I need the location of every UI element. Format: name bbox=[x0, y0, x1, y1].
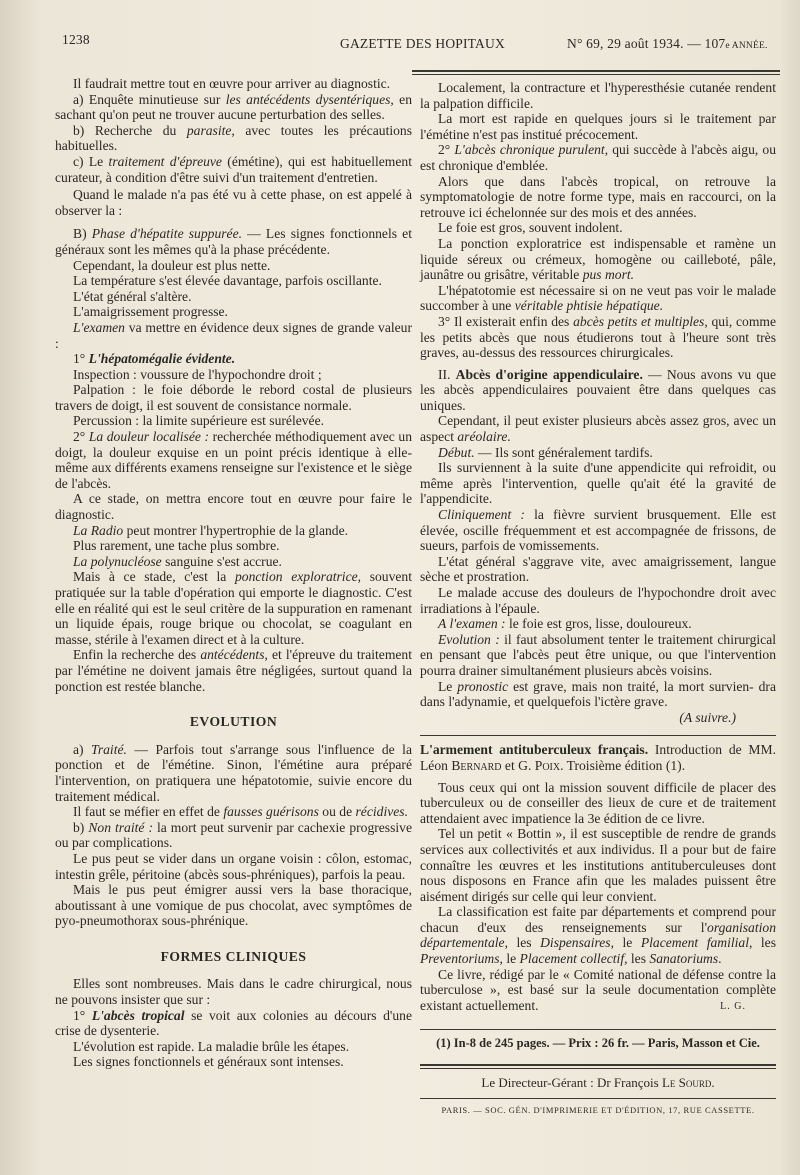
to-be-continued: (A suivre.) bbox=[679, 709, 736, 725]
bottom-rule-thin bbox=[420, 1068, 776, 1069]
review-signature: L. G. bbox=[720, 1001, 746, 1013]
paragraph: Le pronostic est grave, mais non traité, la mort survien- dra dans l'adynamie, et quelquefois l'ictère grave. bbox=[420, 678, 776, 710]
paragraph: Cliniquement : la fièvre survient brusquement. Elle est élevée, oscille fréquemment et est accompagnée de frissons, de sueurs, parfois de vomissements. bbox=[420, 507, 776, 554]
paragraph: Ce livre, rédigé par le « Comité national de défense contre la tuberculose », est basé sur la seule documentation complète existant actuellement. bbox=[420, 966, 776, 1013]
page-number: 1238 bbox=[62, 32, 90, 47]
paragraph: Palpation : le foie déborde le rebord costal de plusieurs travers de doigt, il est souvent de consistance normale. bbox=[55, 382, 412, 413]
paragraph: c) Le traitement d'épreuve (émétine), qui est habituellement curateur, à condition d'être suivi d'un traitement d'entretien. bbox=[55, 153, 412, 185]
paragraph: L'examen va mettre en évidence deux signes de grande valeur : bbox=[55, 319, 412, 351]
header-rule bbox=[412, 70, 780, 73]
paragraph: L'état général s'altère. bbox=[73, 288, 192, 304]
paragraph: a) Traité. — Parfois tout s'arrange sous l'influence de la ponction et de l'émétine. Sinon, l'émétine aura préparé l'intervention, on pratiquera une hépatotomie, suivie encore du traitement médical. bbox=[55, 741, 412, 804]
paragraph: La polynucléose sanguine s'est accrue. bbox=[73, 553, 282, 569]
paragraph: Localement, la contracture et l'hyperesthésie cutanée rendent la palpation difficile. bbox=[420, 80, 776, 111]
paragraph: Cependant, il peut exister plusieurs abcès assez gros, avec un aspect aréolaire. bbox=[420, 413, 776, 445]
paragraph: Evolution : il faut absolument tenter le traitement chirurgical en pensant que l'abcès peut être unique, ou que l'intervention pourra drainer simultanément plusieurs abcès voisins. bbox=[420, 631, 777, 678]
paragraph: La ponction exploratrice est indispensable et ramène un liquide séreux ou crémeux, homogène ou cailleboté, pâle, jaunâtre ou grisâtre, véritable pus mort. bbox=[420, 235, 776, 283]
director-line: Le Directeur-Gérant : Dr François Le Sourd. bbox=[481, 1074, 715, 1090]
paragraph: L'évolution est rapide. La maladie brûle les étapes. bbox=[73, 1038, 350, 1054]
paragraph: 2° La douleur localisée : recherchée méthodiquement avec un doigt, la douleur exquise en un point précis identique à elle-même aux différents examens renseigne sur l'existence et le siège de l'abcès. bbox=[55, 429, 412, 491]
paragraph: Inspection : voussure de l'hypochondre droit ; bbox=[73, 366, 322, 382]
paragraph: L'état général s'aggrave vite, avec amaigrissement, langue sèche et prostration. bbox=[420, 553, 776, 585]
paragraph: La température s'est élevée davantage, parfois oscillante. bbox=[73, 273, 382, 289]
paragraph: Le malade accuse des douleurs de l'hypochondre droit avec irradiations à l'épaule. bbox=[420, 585, 776, 616]
paragraph: Quand le malade n'a pas été vu à cette phase, on est appelé à observer la : bbox=[55, 187, 412, 218]
section-heading-evolution: EVOLUTION bbox=[189, 714, 278, 730]
footnote: (1) In-8 de 245 pages. — Prix : 26 fr. — Paris, Masson et Cie. bbox=[436, 1036, 760, 1051]
footnote-divider bbox=[420, 1029, 776, 1030]
paragraph: Les signes fonctionnels et généraux sont intenses. bbox=[73, 1054, 344, 1070]
issue-suffix: e ANNÉE. bbox=[725, 41, 768, 51]
paragraph: Mais le pus peut émigrer aussi vers la base thoracique, aboutissant à une vomique de pus chocolat, avec symptômes de pyo-pneumothorax sous-phrénique. bbox=[55, 882, 412, 929]
paragraph: b) Recherche du parasite, avec toutes les précautions habituelles. bbox=[55, 122, 413, 154]
paragraph: L'amaigrissement progresse. bbox=[73, 304, 228, 320]
paragraph: Mais à ce stade, c'est la ponction exploratrice, souvent pratiquée sur la table d'opération qui emporte le diagnostic. C'est elle en réalité qui est le seul critère de la suppuration en ramenant un liquide épais, rouge brique ou chocolat, se coagulant en masse, stérile à l'examen direct et à la culture. bbox=[55, 569, 413, 647]
paragraph: L'hépatotomie est nécessaire si on ne veut pas voir le malade succomber à une véritable phtisie hépatique. bbox=[420, 282, 776, 314]
issue-line bbox=[567, 36, 768, 52]
review-title: L'armement antituberculeux français. Introduction de MM. Léon Bernard et G. Poix. Troisième édition (1). bbox=[420, 742, 776, 773]
paragraph: Percussion : la limite supérieure est surélevée. bbox=[73, 413, 325, 429]
paragraph: Le pus peut se vider dans un organe voisin : côlon, estomac, intestin grêle, péritoine (abcès sous-phréniques), parfois la peau. bbox=[55, 850, 412, 882]
paragraph: 3° Il existerait enfin des abcès petits et multiples, qui, comme les petits abcès que nous étudierons tout à l'heure sont très graves, au-dessus des ressources chirurgicales. bbox=[420, 313, 777, 361]
paragraph: Tous ceux qui ont la mission souvent difficile de placer des tuberculeux ou de conseiller des lieux de cure et de traitement attendaient avec impatience la 3e édition de ce livre. bbox=[420, 779, 776, 826]
paragraph: La Radio peut montrer l'hypertrophie de la glande. bbox=[73, 522, 349, 538]
paragraph: Plus rarement, une tache plus sombre. bbox=[73, 538, 280, 554]
paragraph: Il faut se méfier en effet de fausses guérisons ou de récidives. bbox=[73, 804, 408, 820]
paragraph: Il faudrait mettre tout en œuvre pour arriver au diagnostic. bbox=[73, 76, 391, 91]
bottom-rule bbox=[420, 1064, 776, 1066]
issue-text: N° 69, 29 août 1934. — 107 bbox=[567, 36, 726, 51]
paragraph: 2° L'abcès chronique purulent, qui succède à l'abcès aigu, ou est chronique d'emblée. bbox=[420, 142, 776, 173]
paragraph: a) Enquête minutieuse sur les antécédents dysentériques, en sachant qu'on peut ne trouver aucune perturbation des selles. bbox=[55, 91, 412, 123]
paragraph: Début. — Ils sont généralement tardifs. bbox=[438, 444, 653, 460]
right-column bbox=[420, 80, 776, 1119]
journal-title: GAZETTE DES HOPITAUX bbox=[340, 36, 505, 51]
printer-rule bbox=[420, 1098, 776, 1099]
paragraph: A ce stade, on mettra encore tout en œuvre pour faire le diagnostic. bbox=[55, 491, 412, 523]
paragraph: 1° L'abcès tropical se voit aux colonies au décours d'une crise de dysenterie. bbox=[55, 1007, 412, 1039]
paragraph: Alors que dans l'abcès tropical, on retrouve la symptomatologie de notre forme type, mais en raccourci, on la retrouve ici échelonnée sur des mois et des années. bbox=[420, 173, 776, 220]
section-heading-formes-cliniques: FORMES CLINIQUES bbox=[160, 948, 307, 964]
paragraph: Le foie est gros, souvent indolent. bbox=[438, 220, 623, 236]
paragraph: A l'examen : le foie est gros, lisse, douloureux. bbox=[438, 616, 692, 632]
paragraph: B) Phase d'hépatite suppurée. — Les signes fonctionnels et généraux sont les mêmes qu'à la phase précédente. bbox=[55, 226, 412, 257]
paragraph: La classification est faite par départements et comprend pour chacun d'eux des renseignements sur l'organisation départementale, les Dispensaires, le Placement familial, les Preventoriums, le Placement collectif, les Sanatoriums. bbox=[420, 904, 777, 967]
paragraph: Enfin la recherche des antécédents, et l'épreuve du traitement par l'émétine ne doivent jamais être négligées, surtout quand la ponction est restée blanche. bbox=[55, 647, 412, 694]
paragraph: II. Abcès d'origine appendiculaire. — Nous avons vu que les abcès appendiculaires pouvaient être dans quelques cas uniques. bbox=[420, 366, 776, 413]
paragraph: b) Non traité : la mort peut survenir par cachexie progressive ou par complications. bbox=[55, 819, 412, 851]
section-divider bbox=[420, 735, 776, 736]
paragraph: La mort est rapide en quelques jours si le traitement par l'émétine n'est pas institué précocement. bbox=[420, 111, 776, 142]
header-rule-thin bbox=[412, 74, 780, 75]
left-column bbox=[55, 76, 412, 1070]
paragraph: Ils surviennent à la suite d'une appendicite qui refroidit, ou même après l'intervention, quelle qu'ait été la gravité de l'appendicite. bbox=[420, 460, 776, 507]
paragraph: Tel un petit « Bottin », il est susceptible de rendre de grands services aux collectivités et aux individus. Il a pour but de faire connaître les œuvres et les institutions antituberculeuses dont nous disposons en France afin que les malades puissent être aisément dirigés sur celle qui leur convient. bbox=[420, 826, 776, 904]
paragraph: Cependant, la douleur est plus nette. bbox=[73, 257, 271, 273]
printer-line: PARIS. — SOC. GÉN. D'IMPRIMERIE ET D'ÉDITION, 17, RUE CASSETTE. bbox=[441, 1105, 755, 1116]
page-header bbox=[62, 30, 782, 56]
paragraph: Elles sont nombreuses. Mais dans le cadre chirurgical, nous ne pouvons insister que sur : bbox=[55, 976, 412, 1008]
paragraph: 1° L'hépatomégalie évidente. bbox=[73, 351, 236, 367]
